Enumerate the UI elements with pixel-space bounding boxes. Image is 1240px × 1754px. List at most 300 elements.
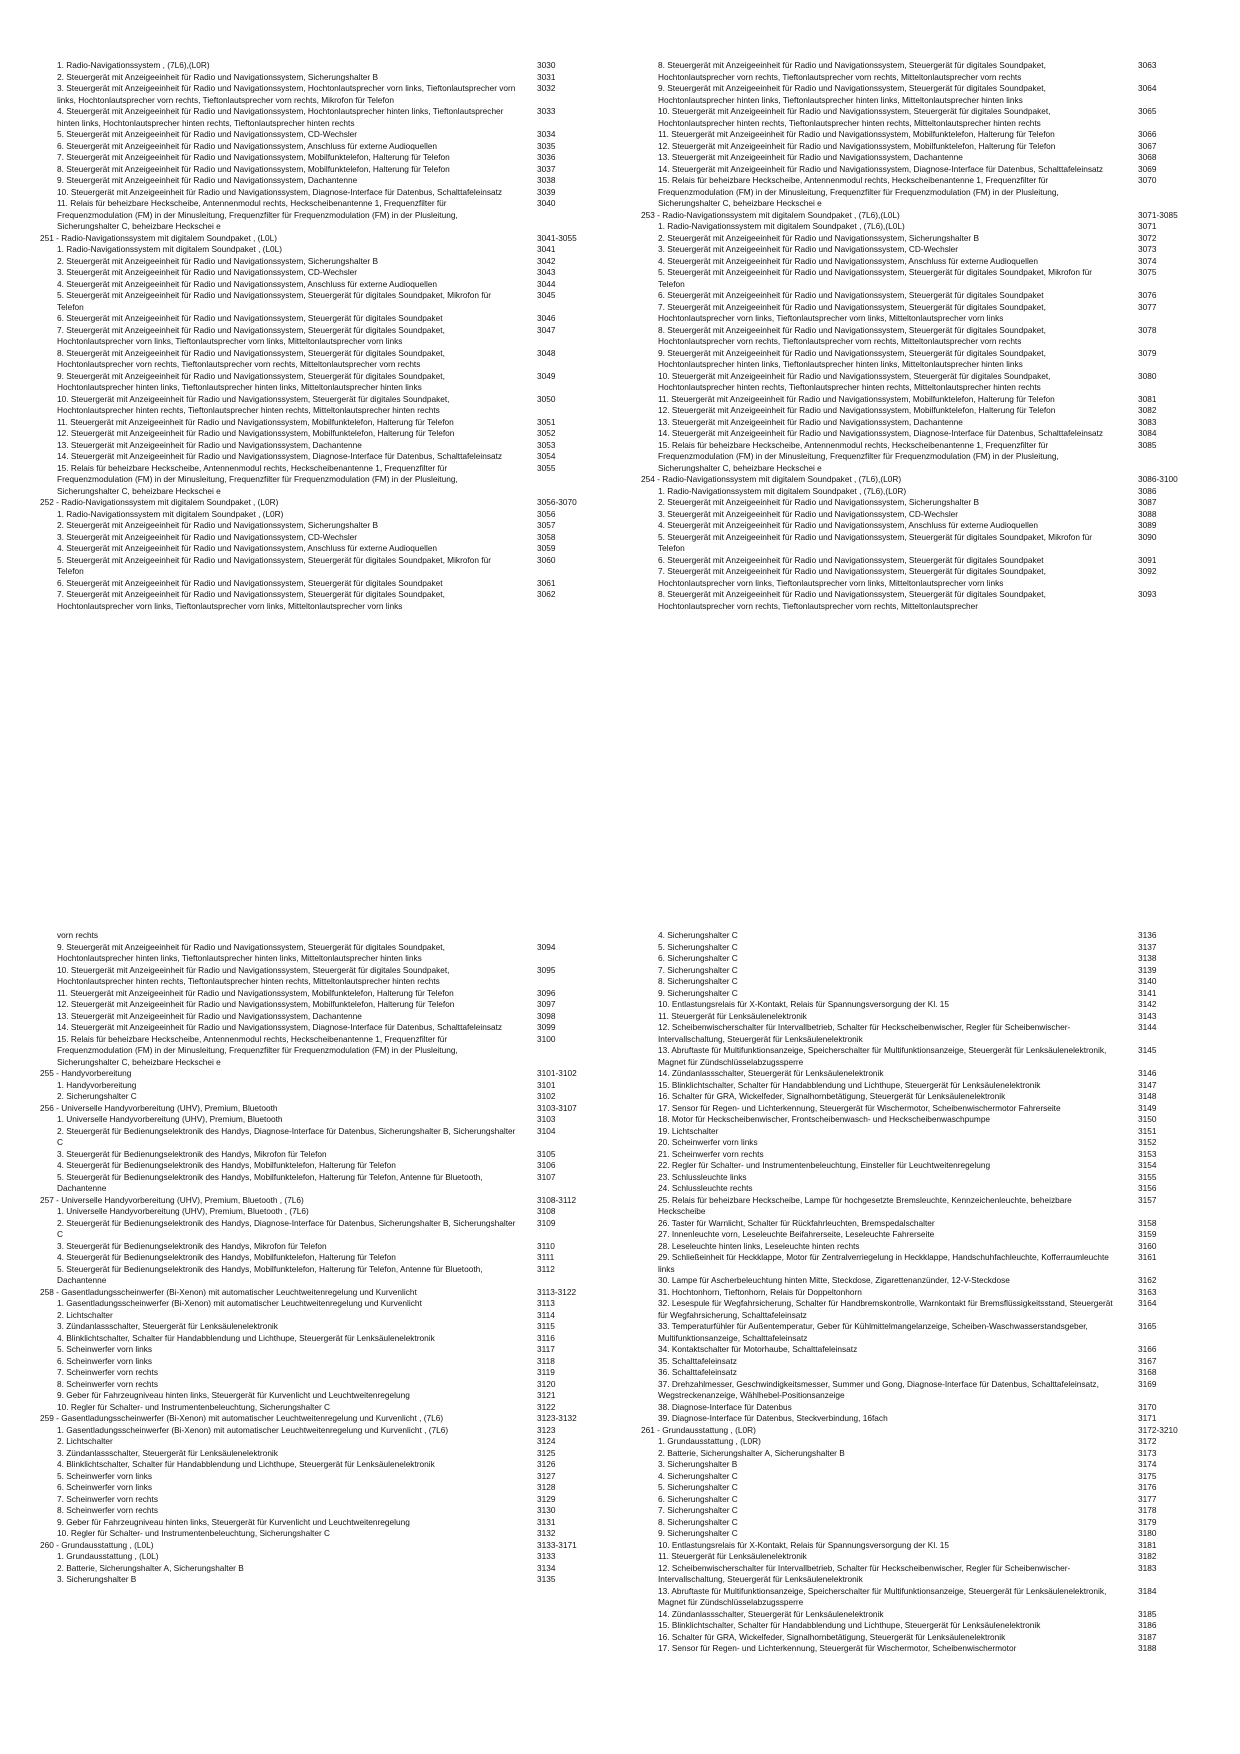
entry-page-number: 3133-3171 xyxy=(537,1539,577,1550)
entry-title: 260 - Grundausstattung , (L0L) xyxy=(40,1539,154,1550)
entry-page-number: 3181 xyxy=(1138,1539,1157,1550)
entry-title: 4. Steuergerät mit Anzeigeeinheit für Radio und Navigationssystem, Anschluss für externe Audioquellen xyxy=(658,520,1039,530)
section-heading-row xyxy=(40,1102,602,1115)
entry-title: 28. Leseleuchte hinten links, Leseleuchte hinten rechts xyxy=(658,1240,860,1251)
entry-title: 15. Blinklichtschalter, Schalter für Handabblendung und Lichthupe, Steuergerät für Lenksäulenelektronik xyxy=(658,1079,1041,1090)
entry-title: 3. Steuergerät mit Anzeigeeinheit für Radio und Navigationssystem, CD-Wechsler xyxy=(57,267,358,277)
entry-page-number: 3132 xyxy=(537,1528,556,1538)
index-entry-row xyxy=(57,394,602,417)
entry-page-number: 3030 xyxy=(537,60,556,70)
index-entry-row xyxy=(658,497,1203,509)
index-entry-row xyxy=(658,999,1203,1011)
entry-page-number: 3123-3132 xyxy=(537,1413,577,1423)
entry-page-number: 3073 xyxy=(1138,244,1157,254)
entry-title: 258 - Gasentladungsscheinwerfer (Bi-Xenon) mit automatischer Leuchtweitenregelung und Kurvenlicht xyxy=(40,1286,417,1297)
index-entry-row xyxy=(57,1160,602,1172)
entry-title: 7. Scheinwerfer vorn rechts xyxy=(57,1367,158,1377)
entry-page-number: 3042 xyxy=(537,255,556,266)
entry-title: 7. Steuergerät mit Anzeigeeinheit für Radio und Navigationssystem, Mobilfunktelefon, Halterung für Telefon xyxy=(57,152,450,162)
entry-title: 19. Lichtschalter xyxy=(658,1125,719,1136)
index-entry-row xyxy=(658,1367,1203,1379)
index-entry-row xyxy=(57,1022,602,1034)
entry-page-number: 3097 xyxy=(537,999,556,1009)
index-entry-row xyxy=(57,555,602,578)
index-entry-row xyxy=(658,60,1203,83)
entry-page-number: 3045 xyxy=(537,290,556,300)
index-column-bottom-left xyxy=(40,930,602,1586)
entry-title: 11. Steuergerät für Lenksäulenelektronik xyxy=(658,1551,807,1561)
index-entry-row xyxy=(658,532,1203,555)
entry-page-number: 3185 xyxy=(1138,1608,1157,1619)
entry-title: 13. Abruftaste für Multifunktionsanzeige, Speicherschalter für Multifunktionsanzeige, Steuergerät für Lenksäulenelektronik, Magnet für Zündschlüsselabzugssperre xyxy=(658,1045,1107,1067)
entry-title: 261 - Grundausstattung , (L0R) xyxy=(641,1424,756,1435)
entry-title: 3. Steuergerät mit Anzeigeeinheit für Radio und Navigationssystem, Hochtonlautsprecher vorn links, Tieftonlautsprecher vorn links, Hochtonlautsprecher vorn rechts, Tieftonlautsprecher vorn rechts, Mikrofon für Telefon xyxy=(57,83,516,105)
index-entry-row xyxy=(658,405,1203,417)
index-entry-row xyxy=(658,1103,1203,1115)
entry-title: 37. Drehzahlmesser, Geschwindigkeitsmesser, Summer und Gong, Diagnose-Interface für Datenbus, Schalttafeleinsatz, Wegstreckenanzeige, Wählhebel-Positionsanzeige xyxy=(658,1378,1099,1400)
index-entry-row xyxy=(658,1321,1203,1344)
entry-page-number: 3160 xyxy=(1138,1240,1157,1251)
entry-title: 14. Steuergerät mit Anzeigeeinheit für Radio und Navigationssystem, Diagnose-Interface für Datenbus, Schalttafeleinsatz xyxy=(57,1022,503,1032)
index-entry-row xyxy=(57,1034,602,1069)
index-entry-row xyxy=(57,578,602,590)
entry-title: 10. Regler für Schalter- und Instrumentenbeleuchtung, Sicherungshalter C xyxy=(57,1401,331,1412)
entry-page-number: 3062 xyxy=(537,589,556,599)
index-entry-row xyxy=(57,1252,602,1264)
entry-page-number: 3180 xyxy=(1138,1528,1157,1538)
index-entry-row xyxy=(658,1011,1203,1023)
entry-page-number: 3121 xyxy=(537,1390,556,1400)
entry-page-number: 3179 xyxy=(1138,1516,1157,1527)
entry-page-number: 3067 xyxy=(1138,140,1157,151)
entry-page-number: 3159 xyxy=(1138,1229,1157,1239)
entry-page-number: 3169 xyxy=(1138,1378,1157,1389)
entry-page-number: 3071 xyxy=(1138,221,1157,231)
entry-title: 12. Steuergerät mit Anzeigeeinheit für Radio und Navigationssystem, Mobilfunktelefon, Halterung für Telefon xyxy=(658,140,1056,151)
entry-title: 5. Steuergerät mit Anzeigeeinheit für Radio und Navigationssystem, Steuergerät für digitales Soundpaket, Mikrofon für Telefon xyxy=(658,531,1092,553)
entry-page-number: 3124 xyxy=(537,1436,556,1446)
entry-page-number: 3108-3112 xyxy=(537,1194,577,1205)
entry-title: 2. Batterie, Sicherungshalter A, Sicherungshalter B xyxy=(57,1562,244,1573)
index-entry-row xyxy=(57,129,602,141)
index-entry-row xyxy=(658,965,1203,977)
index-entry-row xyxy=(658,1448,1203,1460)
entry-page-number: 3147 xyxy=(1138,1079,1157,1090)
entry-page-number: 3139 xyxy=(1138,964,1157,975)
entry-title: 5. Steuergerät mit Anzeigeeinheit für Radio und Navigationssystem, CD-Wechsler xyxy=(57,129,358,139)
entry-title: 5. Steuergerät für Bedienungselektronik des Handys, Mobilfunktelefon, Halterung für Telefon, Antenne für Bluetooth, Dachantenne xyxy=(57,1263,483,1285)
index-entry-row xyxy=(658,164,1203,176)
index-entry-row xyxy=(658,1620,1203,1632)
entry-title: 9. Steuergerät mit Anzeigeeinheit für Radio und Navigationssystem, Steuergerät für digitales Soundpaket, Hochtonlautsprecher hinten links, Tieftonlautsprecher hinten links, Mitteltonlautsprecher hinten links xyxy=(658,347,1046,369)
entry-page-number: 3069 xyxy=(1138,163,1157,174)
index-entry-row xyxy=(658,1275,1203,1287)
index-entry-row xyxy=(57,244,602,256)
index-column-top-right xyxy=(641,60,1203,612)
index-entry-row xyxy=(658,1229,1203,1241)
entry-page-number: 3158 xyxy=(1138,1217,1157,1228)
entry-title: 1. Radio-Navigationssystem mit digitalem Soundpaket , (7L6),(L0L) xyxy=(658,221,905,231)
entry-page-number: 3173 xyxy=(1138,1447,1157,1458)
entry-page-number: 3064 xyxy=(1138,83,1157,93)
index-entry-row xyxy=(57,1356,602,1368)
index-entry-row xyxy=(57,106,602,129)
index-entry-row xyxy=(658,1494,1203,1506)
entry-title: 6. Steuergerät mit Anzeigeeinheit für Radio und Navigationssystem, Steuergerät für digitales Soundpaket xyxy=(57,577,443,588)
entry-page-number: 3090 xyxy=(1138,531,1157,542)
entry-page-number: 3166 xyxy=(1138,1344,1157,1354)
index-entry-row xyxy=(658,233,1203,245)
entry-page-number: 3051 xyxy=(537,416,556,427)
entry-page-number: 3168 xyxy=(1138,1367,1157,1377)
entry-title: 2. Steuergerät für Bedienungselektronik des Handys, Diagnose-Interface für Datenbus, Sicherungshalter B, Sicherungshalter C xyxy=(57,1125,516,1147)
entry-page-number: 3075 xyxy=(1138,267,1157,277)
entry-title: 31. Hochtonhorn, Tieftonhorn, Relais für Doppeltonhorn xyxy=(658,1286,862,1297)
entry-title: 1. Gasentladungsscheinwerfer (Bi-Xenon) mit automatischer Leuchtweitenregelung und Kurvenlicht , (7L6) xyxy=(57,1424,449,1435)
entry-page-number: 3060 xyxy=(537,554,556,565)
index-entry-row xyxy=(658,290,1203,302)
entry-title: 2. Lichtschalter xyxy=(57,1436,113,1446)
entry-page-number: 3040 xyxy=(537,198,556,208)
entry-page-number: 3175 xyxy=(1138,1470,1157,1481)
entry-title: 4. Steuergerät mit Anzeigeeinheit für Radio und Navigationssystem, Hochtonlautsprecher hinten links, Tieftonlautsprecher hinten links, Hochtonlautsprecher hinten rechts, Tieftonlautsprecher hinten rechts xyxy=(57,106,504,128)
entry-page-number: 3033 xyxy=(537,106,556,116)
index-entry-row xyxy=(658,1091,1203,1103)
entry-page-number: 3118 xyxy=(537,1355,555,1366)
entry-title: 4. Steuergerät mit Anzeigeeinheit für Radio und Navigationssystem, Anschluss für externe Audioquellen xyxy=(57,543,438,553)
entry-page-number: 3093 xyxy=(1138,589,1157,599)
entry-title: 8. Steuergerät mit Anzeigeeinheit für Radio und Navigationssystem, Steuergerät für digitales Soundpaket, Hochtonlautsprecher vorn rechts, Tieftonlautsprecher vorn rechts, Mitteltonlautsprecher xyxy=(658,589,1046,611)
entry-page-number: 3053 xyxy=(537,439,556,450)
entry-page-number: 3114 xyxy=(537,1309,555,1320)
entry-title: 2. Steuergerät mit Anzeigeeinheit für Radio und Navigationssystem, Sicherungshalter B xyxy=(658,232,979,243)
entry-title: 9. Sicherungshalter C xyxy=(658,1528,738,1538)
entry-page-number: 3151 xyxy=(1138,1125,1157,1136)
entry-title: 14. Zündanlassschalter, Steuergerät für Lenksäulenelektronik xyxy=(658,1068,884,1078)
entry-page-number: 3129 xyxy=(537,1493,556,1504)
entry-title: 5. Scheinwerfer vorn links xyxy=(57,1470,152,1481)
entry-page-number: 3085 xyxy=(1138,439,1157,450)
entry-page-number: 3155 xyxy=(1138,1171,1157,1182)
entry-title: 9. Steuergerät mit Anzeigeeinheit für Radio und Navigationssystem, Steuergerät für digitales Soundpaket, Hochtonlautsprecher hinten links, Tieftonlautsprecher hinten links, Mitteltonlautsprecher hinten links xyxy=(57,370,445,392)
entry-page-number: 3142 xyxy=(1138,999,1157,1009)
entry-title: 12. Scheibenwischerschalter für Intervallbetrieb, Schalter für Heckscheibenwischer, Regler für Scheibenwischer-Intervallschaltung, Steuergerät für Lenksäulenelektronik xyxy=(658,1562,1071,1584)
entry-page-number: 3101-3102 xyxy=(537,1068,577,1078)
entry-page-number: 3131 xyxy=(537,1516,556,1527)
index-entry-row xyxy=(57,543,602,555)
index-entry-row xyxy=(57,1436,602,1448)
entry-page-number: 3161 xyxy=(1138,1252,1157,1262)
section-heading-row xyxy=(40,1068,602,1080)
entry-page-number: 3063 xyxy=(1138,60,1157,70)
section-heading-row xyxy=(40,1413,602,1425)
entry-title: 21. Scheinwerfer vorn rechts xyxy=(658,1148,764,1159)
entry-page-number: 3108 xyxy=(537,1206,556,1216)
entry-page-number: 3044 xyxy=(537,278,556,289)
entry-title: 12. Scheibenwischerschalter für Intervallbetrieb, Schalter für Heckscheibenwischer, Regler für Scheibenwischer-Intervallschaltung, Steuergerät für Lenksäulenelektronik xyxy=(658,1022,1071,1044)
index-entry-row xyxy=(57,371,602,394)
entry-title: 1. Universelle Handyvorbereitung (UHV), Premium, Bluetooth , (7L6) xyxy=(57,1206,309,1216)
entry-page-number: 3094 xyxy=(537,941,556,952)
index-entry-row xyxy=(658,988,1203,1000)
entry-page-number: 3182 xyxy=(1138,1551,1157,1561)
index-entry-row xyxy=(57,463,602,498)
index-entry-row xyxy=(658,1471,1203,1483)
entry-page-number: 3130 xyxy=(537,1505,556,1515)
entry-title: 3. Steuergerät für Bedienungselektronik des Handys, Mikrofon für Telefon xyxy=(57,1240,327,1251)
index-column-top-left xyxy=(40,60,602,612)
entry-page-number: 3046 xyxy=(537,313,556,323)
entry-page-number: 3049 xyxy=(537,370,556,381)
entry-title: 15. Relais für beheizbare Heckscheibe, Antennenmodul rechts, Heckscheibenantenne 1, Frequenzfilter für Frequenzmodulation (FM) in der Minusleitung, Frequenzfilter für Frequenzmodulation (FM) in der Plusleitung, Sicherungshalter C, beheizbare Heckschei e xyxy=(57,462,458,496)
entry-title: 8. Steuergerät mit Anzeigeeinheit für Radio und Navigationssystem, Mobilfunktelefon, Halterung für Telefon xyxy=(57,163,450,174)
entry-title: 17. Sensor für Regen- und Lichterkennung, Steuergerät für Wischermotor, Scheibenwischermotor Fahrerseite xyxy=(658,1102,1061,1113)
entry-page-number: 3083 xyxy=(1138,416,1157,427)
entry-page-number: 3119 xyxy=(537,1367,555,1377)
index-entry-row xyxy=(57,1091,602,1103)
index-entry-row xyxy=(658,256,1203,268)
entry-title: 8. Scheinwerfer vorn rechts xyxy=(57,1378,158,1389)
index-entry-row xyxy=(57,1574,602,1586)
index-entry-row xyxy=(57,417,602,429)
entry-page-number: 3186 xyxy=(1138,1620,1157,1630)
entry-page-number: 3163 xyxy=(1138,1286,1157,1297)
index-entry-row xyxy=(658,589,1203,612)
entry-page-number: 3043 xyxy=(537,267,556,277)
entry-page-number: 3088 xyxy=(1138,508,1157,519)
entry-page-number: 3095 xyxy=(537,964,556,975)
index-entry-row xyxy=(57,1172,602,1195)
index-entry-row xyxy=(658,1459,1203,1471)
entry-title: 11. Steuergerät mit Anzeigeeinheit für Radio und Navigationssystem, Mobilfunktelefon, Halterung für Telefon xyxy=(57,416,454,427)
entry-page-number: 3105 xyxy=(537,1148,556,1159)
entry-page-number: 3187 xyxy=(1138,1631,1157,1642)
entry-title: 4. Blinklichtschalter, Schalter für Handabblendung und Lichthupe, Steuergerät für Lenksäulenelektronik xyxy=(57,1332,435,1343)
entry-page-number: 3077 xyxy=(1138,301,1157,312)
entry-title: 2. Sicherungshalter C xyxy=(57,1091,137,1101)
entry-title: 16. Schalter für GRA, Wickelfeder, Signalhornbetätigung, Steuergerät für Lenksäulenelektronik xyxy=(658,1091,1006,1101)
entry-page-number: 3144 xyxy=(1138,1022,1157,1032)
section-heading-row xyxy=(40,497,602,509)
entry-title: 9. Steuergerät mit Anzeigeeinheit für Radio und Navigationssystem, Steuergerät für digitales Soundpaket, Hochtonlautsprecher hinten links, Tieftonlautsprecher hinten links, Mitteltonlautsprecher hinten links xyxy=(658,83,1046,105)
entry-page-number: 3116 xyxy=(537,1332,555,1343)
entry-title: 12. Steuergerät mit Anzeigeeinheit für Radio und Navigationssystem, Mobilfunktelefon, Halterung für Telefon xyxy=(57,428,455,438)
entry-title: 15. Relais für beheizbare Heckscheibe, Antennenmodul rechts, Heckscheibenantenne 1, Frequenzfilter für Frequenzmodulation (FM) in der Minusleitung, Frequenzfilter für Frequenzmodulation (FM) in der Plusleitung, Sicherungshalter C, beheizbare Heckschei e xyxy=(658,175,1059,208)
entry-title: 254 - Radio-Navigationssystem mit digitalem Soundpaket , (7L6),(L0R) xyxy=(641,474,902,484)
index-entry-row xyxy=(57,428,602,440)
entry-page-number: 3079 xyxy=(1138,347,1157,358)
index-entry-row xyxy=(57,1241,602,1253)
index-entry-row xyxy=(658,1287,1203,1299)
entry-title: 8. Steuergerät mit Anzeigeeinheit für Radio und Navigationssystem, Steuergerät für digitales Soundpaket, Hochtonlautsprecher vorn rechts, Tieftonlautsprecher vorn rechts, Mitteltonlautsprecher vorn rechts xyxy=(658,60,1046,82)
index-entry-row xyxy=(658,1586,1203,1609)
entry-title: 3. Sicherungshalter B xyxy=(57,1574,137,1584)
entry-page-number: 3107 xyxy=(537,1171,556,1182)
entry-title: 7. Steuergerät mit Anzeigeeinheit für Radio und Navigationssystem, Steuergerät für digitales Soundpaket, Hochtonlautsprecher vorn links, Tieftonlautsprecher vorn links, Mitteltonlautsprecher vorn links xyxy=(658,301,1046,323)
index-entry-row xyxy=(658,953,1203,965)
entry-title: 12. Steuergerät mit Anzeigeeinheit für Radio und Navigationssystem, Mobilfunktelefon, Halterung für Telefon xyxy=(658,405,1056,415)
entry-title: 9. Sicherungshalter C xyxy=(658,987,738,998)
entry-title: 5. Steuergerät mit Anzeigeeinheit für Radio und Navigationssystem, Steuergerät für digitales Soundpaket, Mikrofon für Telefon xyxy=(57,290,491,312)
entry-title: 11. Steuergerät mit Anzeigeeinheit für Radio und Navigationssystem, Mobilfunktelefon, Halterung für Telefon xyxy=(658,129,1055,139)
index-entry-row xyxy=(57,313,602,325)
entry-page-number: 3041-3055 xyxy=(537,232,577,243)
entry-page-number: 3156 xyxy=(1138,1183,1157,1193)
entry-page-number: 3078 xyxy=(1138,324,1157,335)
entry-title: 1. Gasentladungsscheinwerfer (Bi-Xenon) mit automatischer Leuchtweitenregelung und Kurvenlicht xyxy=(57,1298,422,1308)
entry-page-number: 3165 xyxy=(1138,1321,1157,1331)
index-entry-row xyxy=(57,267,602,279)
index-entry-row xyxy=(57,164,602,176)
entry-title: 24. Schlussleuchte rechts xyxy=(658,1183,753,1193)
entry-page-number: 3152 xyxy=(1138,1137,1157,1147)
entry-title: 6. Sicherungshalter C xyxy=(658,953,738,963)
index-entry-row xyxy=(57,1390,602,1402)
entry-page-number: 3072 xyxy=(1138,232,1157,243)
entry-page-number: 3135 xyxy=(537,1574,556,1584)
index-entry-row xyxy=(658,1632,1203,1644)
index-entry-row xyxy=(658,106,1203,129)
entry-title: 9. Geber für Fahrzeugniveau hinten links, Steuergerät für Kurvenlicht und Leuchtweitenregelung xyxy=(57,1390,410,1400)
entry-page-number: 3089 xyxy=(1138,520,1157,530)
entry-title: 25. Relais für beheizbare Heckscheibe, Lampe für hochgesetzte Bremsleuchte, Kennzeichenleuchte, beheizbare Heckscheibe xyxy=(658,1194,1072,1216)
entry-page-number: 3081 xyxy=(1138,393,1157,404)
entry-page-number: 3103-3107 xyxy=(537,1102,577,1113)
index-entry-row xyxy=(57,1505,602,1517)
entry-title: 13. Abruftaste für Multifunktionsanzeige, Speicherschalter für Multifunktionsanzeige, Steuergerät für Lenksäulenelektronik, Magnet für Zündschlüsselabzugssperre xyxy=(658,1585,1107,1607)
entry-title: 7. Steuergerät mit Anzeigeeinheit für Radio und Navigationssystem, Steuergerät für digitales Soundpaket, Hochtonlautsprecher vorn links, Tieftonlautsprecher vorn links, Mitteltonlautsprecher vorn links xyxy=(658,566,1046,588)
entry-page-number: 3146 xyxy=(1138,1068,1157,1078)
entry-title: 10. Entlastungsrelais für X-Kontakt, Relais für Spannungsversorgung der Kl. 15 xyxy=(658,999,950,1009)
index-entry-row xyxy=(57,1126,602,1149)
index-entry-row xyxy=(57,1563,602,1575)
index-entry-row xyxy=(57,1482,602,1494)
entry-page-number: 3184 xyxy=(1138,1585,1157,1596)
entry-page-number: 3102 xyxy=(537,1091,556,1101)
index-entry-row xyxy=(57,1425,602,1437)
entry-page-number: 3122 xyxy=(537,1401,556,1412)
entry-title: 7. Sicherungshalter C xyxy=(658,964,738,975)
index-entry-row xyxy=(658,129,1203,141)
entry-title: 6. Steuergerät mit Anzeigeeinheit für Radio und Navigationssystem, Steuergerät für digitales Soundpaket xyxy=(658,554,1044,565)
entry-page-number: 3068 xyxy=(1138,152,1157,162)
entry-page-number: 3065 xyxy=(1138,106,1157,116)
entry-title: 5. Sicherungshalter C xyxy=(658,1482,738,1492)
entry-page-number: 3098 xyxy=(537,1010,556,1021)
entry-title: 6. Scheinwerfer vorn links xyxy=(57,1482,152,1492)
entry-page-number: 3174 xyxy=(1138,1459,1157,1469)
entry-page-number: 3103 xyxy=(537,1114,556,1124)
entry-title: 2. Steuergerät mit Anzeigeeinheit für Radio und Navigationssystem, Sicherungshalter B xyxy=(57,71,378,82)
entry-title: 6. Steuergerät mit Anzeigeeinheit für Radio und Navigationssystem, Steuergerät für digitales Soundpaket xyxy=(57,313,443,323)
index-entry-row xyxy=(658,394,1203,406)
entry-title: 2. Steuergerät mit Anzeigeeinheit für Radio und Navigationssystem, Sicherungshalter B xyxy=(57,255,378,266)
index-entry-row xyxy=(658,1045,1203,1068)
entry-title: 4. Steuergerät mit Anzeigeeinheit für Radio und Navigationssystem, Anschluss für externe Audioquellen xyxy=(57,278,438,289)
entry-page-number: 3056-3070 xyxy=(537,497,577,507)
entry-page-number: 3150 xyxy=(1138,1114,1157,1124)
entry-title: 2. Steuergerät für Bedienungselektronik des Handys, Diagnose-Interface für Datenbus, Sicherungshalter B, Sicherungshalter C xyxy=(57,1217,516,1239)
index-entry-row xyxy=(658,1540,1203,1552)
entry-title: 13. Steuergerät mit Anzeigeeinheit für Radio und Navigationssystem, Dachantenne xyxy=(658,416,963,427)
index-entry-row xyxy=(57,1471,602,1483)
entry-page-number: 3109 xyxy=(537,1217,556,1228)
entry-page-number: 3035 xyxy=(537,140,556,151)
index-entry-row xyxy=(658,1218,1203,1230)
index-entry-row xyxy=(658,348,1203,371)
entry-page-number: 3057 xyxy=(537,520,556,530)
section-heading-row xyxy=(641,474,1203,486)
entry-title: 8. Steuergerät mit Anzeigeeinheit für Radio und Navigationssystem, Steuergerät für digitales Soundpaket, Hochtonlautsprecher vorn rechts, Tieftonlautsprecher vorn rechts, Mitteltonlautsprecher vorn rechts xyxy=(658,324,1046,346)
entry-page-number: 3055 xyxy=(537,462,556,473)
index-entry-row xyxy=(57,72,602,84)
entry-title: 14. Steuergerät mit Anzeigeeinheit für Radio und Navigationssystem, Diagnose-Interface für Datenbus, Schalttafeleinsatz xyxy=(658,428,1104,438)
index-entry-row xyxy=(658,1022,1203,1045)
entry-page-number: 3171 xyxy=(1138,1413,1157,1423)
index-entry-row xyxy=(658,325,1203,348)
entry-page-number: 3188 xyxy=(1138,1643,1157,1653)
index-entry-row xyxy=(658,221,1203,233)
entry-title: 1. Handyvorbereitung xyxy=(57,1079,137,1090)
entry-page-number: 3136 xyxy=(1138,930,1157,940)
entry-title: 1. Universelle Handyvorbereitung (UHV), Premium, Bluetooth xyxy=(57,1114,283,1124)
entry-title: 14. Zündanlassschalter, Steuergerät für Lenksäulenelektronik xyxy=(658,1608,884,1619)
entry-page-number: 3038 xyxy=(537,175,556,185)
index-entry-row xyxy=(658,1149,1203,1161)
index-column-bottom-right xyxy=(641,930,1203,1655)
entry-title: 1. Grundausstattung , (L0R) xyxy=(658,1436,761,1446)
entry-title: 10. Steuergerät mit Anzeigeeinheit für Radio und Navigationssystem, Steuergerät für digitales Soundpaket, Hochtonlautsprecher hinten rechts, Tieftonlautsprecher hinten rechts, Mitteltonlautsprecher hinten rechts xyxy=(658,106,1051,128)
entry-title: 35. Schalttafeleinsatz xyxy=(658,1355,737,1366)
entry-page-number: 3084 xyxy=(1138,428,1157,438)
entry-page-number: 3071-3085 xyxy=(1138,209,1178,220)
entry-page-number: 3106 xyxy=(537,1160,556,1170)
index-entry-row xyxy=(57,1114,602,1126)
entry-page-number: 3087 xyxy=(1138,497,1157,507)
section-heading-row xyxy=(40,1194,602,1207)
index-entry-row xyxy=(658,152,1203,164)
entry-title: 3. Zündanlassschalter, Steuergerät für Lenksäulenelektronik xyxy=(57,1447,278,1458)
entry-title: 7. Steuergerät mit Anzeigeeinheit für Radio und Navigationssystem, Steuergerät für digitales Soundpaket, Hochtonlautsprecher vorn links, Tieftonlautsprecher vorn links, Mitteltonlautsprecher vorn links xyxy=(57,324,445,346)
entry-title: 34. Kontaktschalter für Motorhaube, Schalttafeleinsatz xyxy=(658,1344,858,1354)
entry-title: 5. Steuergerät mit Anzeigeeinheit für Radio und Navigationssystem, Steuergerät für digitales Soundpaket, Mikrofon für Telefon xyxy=(658,267,1092,289)
entry-title: 10. Entlastungsrelais für X-Kontakt, Relais für Spannungsversorgung der Kl. 15 xyxy=(658,1539,950,1550)
entry-page-number: 3172-3210 xyxy=(1138,1424,1178,1435)
entry-title: 15. Relais für beheizbare Heckscheibe, Antennenmodul rechts, Heckscheibenantenne 1, Frequenzfilter für Frequenzmodulation (FM) in der Minusleitung, Frequenzfilter für Frequenzmodulation (FM) in der Plusleitung, Sicherungshalter C, beheizbare Heckschei e xyxy=(57,1033,458,1067)
index-entry-row xyxy=(658,83,1203,106)
entry-title: 6. Steuergerät mit Anzeigeeinheit für Radio und Navigationssystem, Anschluss für externe Audioquellen xyxy=(57,140,438,151)
index-entry-row xyxy=(57,1080,602,1092)
entry-title: 10. Regler für Schalter- und Instrumentenbeleuchtung, Sicherungshalter C xyxy=(57,1528,331,1538)
entry-title: 13. Steuergerät mit Anzeigeeinheit für Radio und Navigationssystem, Dachantenne xyxy=(658,152,963,162)
index-entry-row xyxy=(658,1344,1203,1356)
entry-page-number: 3170 xyxy=(1138,1401,1157,1412)
entry-title: 7. Sicherungshalter C xyxy=(658,1505,738,1515)
section-heading-row xyxy=(40,1539,602,1552)
entry-page-number: 3061 xyxy=(537,577,556,588)
entry-title: 22. Regler für Schalter- und Instrumentenbeleuchtung, Einsteller für Leuchtweitenregelung xyxy=(658,1160,991,1170)
index-entry-row xyxy=(658,486,1203,498)
index-entry-row xyxy=(658,1517,1203,1529)
entry-page-number: 3178 xyxy=(1138,1505,1157,1515)
entry-page-number: 3048 xyxy=(537,347,556,358)
index-entry-row xyxy=(57,988,602,1000)
entry-title: 12. Steuergerät mit Anzeigeeinheit für Radio und Navigationssystem, Mobilfunktelefon, Halterung für Telefon xyxy=(57,999,455,1009)
entry-page-number: 3039 xyxy=(537,186,556,197)
entry-title: 15. Relais für beheizbare Heckscheibe, Antennenmodul rechts, Heckscheibenantenne 1, Frequenzfilter für Frequenzmodulation (FM) in der Minusleitung, Frequenzfilter für Frequenzmodulation (FM) in der Plusleitung, Sicherungshalter C, beheizbare Heckschei e xyxy=(658,439,1059,473)
entry-page-number: 3066 xyxy=(1138,129,1157,139)
entry-title: 7. Steuergerät mit Anzeigeeinheit für Radio und Navigationssystem, Steuergerät für digitales Soundpaket, Hochtonlautsprecher vorn links, Tieftonlautsprecher vorn links, Mitteltonlautsprecher vorn links xyxy=(57,589,445,611)
